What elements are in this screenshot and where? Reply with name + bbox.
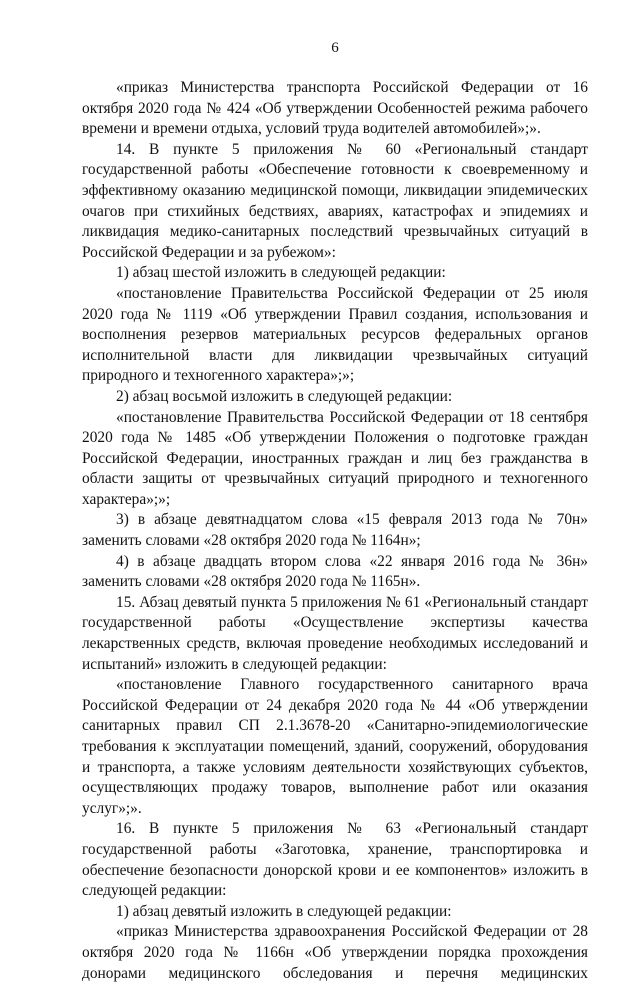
paragraph: 14. В пункте 5 приложения № 60 «Региональный стандарт государственной работы «Обеспечение готовности к своевременному и эффективному оказанию медицинской помощи, ликвидации эпидемических очагов при стихийных бедствиях, авариях, катастрофах и эпидемиях и ликвидация медико-санитарных последствий чрезвычайных ситуаций в Российской Федерации и за рубежом»: [82,140,588,261]
paragraph: 1) абзац девятый изложить в следующей редакции: [116,902,452,920]
document-body [82,78,588,984]
paragraph-last: «приказ Министерства здравоохранения Российской Федерации от 28 октября 2020 года № 1166н «Об утверждении порядка прохождения донорами медицинского обследования и перечня медицинских [82,923,588,982]
paragraph: 2) абзац восьмой изложить в следующей редакции: [116,387,453,405]
paragraph: «постановление Правительства Российской Федерации от 25 июля 2020 года № 1119 «Об утверждении Правил создания, использования и восполнения резервов материальных ресурсов федеральных органов исполнительной власти для ликвидации чрезвычайных ситуаций природного и техногенного характера»;»; [82,284,588,385]
paragraph: «постановление Главного государственного санитарного врача Российской Федерации от 24 декабря 2020 года № 44 «Об утверждении санитарных правил СП 2.1.3678-20 «Санитарно-эпидемиологические требования к эксплуатации помещений, зданий, сооружений, оборудования и транспорта, а также условиям деятельности хозяйствующих субъектов, осуществляющих продажу товаров, выполнение работ или оказания услуг»;». [82,676,588,817]
paragraph: «постановление Правительства Российской Федерации от 18 сентября 2020 года № 1485 «Об утверждении Положения о подготовке граждан Российской Федерации, иностранных граждан и лиц без гражданства в области защиты от чрезвычайных ситуаций природного и техногенного характера»;»; [82,408,588,508]
paragraph: 16. В пункте 5 приложения № 63 «Региональный стандарт государственной работы «Заготовка, хранение, транспортировка и обеспечение безопасности донорской крови и ее компонентов» изложить в следующей редакции: [82,820,588,900]
page-number: 6 [331,40,339,56]
paragraph: 3) в абзаце девятнадцатом слова «15 февраля 2013 года № 70н» заменить словами «28 октября 2020 года № 1164н»; [82,511,588,550]
paragraph: 4) в абзаце двадцать втором слова «22 января 2016 года № 36н» заменить словами «28 октября 2020 года № 1165н». [82,552,588,591]
paragraph: 1) абзац шестой изложить в следующей редакции: [116,264,446,282]
paragraph: 15. Абзац девятый пункта 5 приложения № 61 «Региональный стандарт государственной работы «Осуществление экспертизы качества лекарственных средств, включая проведение необходимых исследований и испытаний» изложить в следующей редакции: [82,593,588,673]
paragraph: «приказ Министерства транспорта Российской Федерации от 16 октября 2020 года № 424 «Об утверждении Особенностей режима рабочего времени и времени отдыха, условий труда водителей автомобилей»;». [82,79,588,138]
